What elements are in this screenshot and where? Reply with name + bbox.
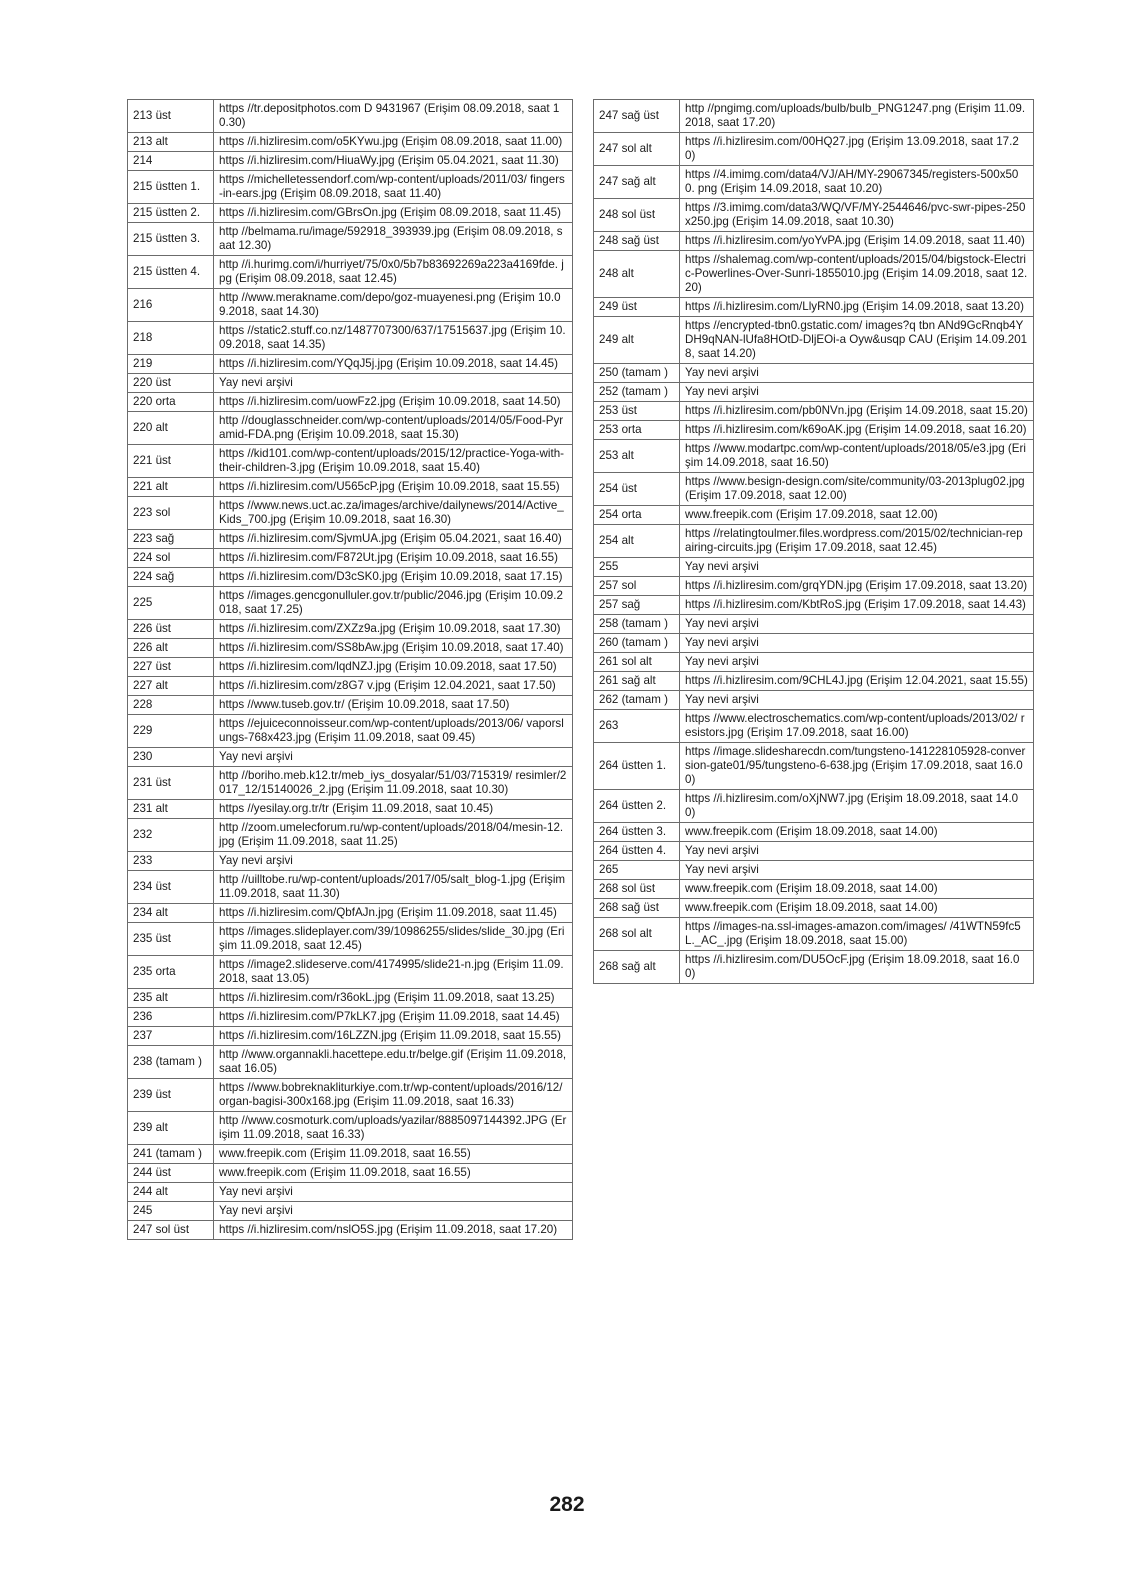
table-row bbox=[594, 364, 1034, 383]
source-cell: https //i.hizliresim.com/grqYDN.jpg (Erişim 17.09.2018, saat 13.20) bbox=[680, 577, 1034, 596]
source-cell: https //i.hizliresim.com/nslO5S.jpg (Erişim 11.09.2018, saat 17.20) bbox=[214, 1221, 573, 1240]
source-cell: Yay nevi arşivi bbox=[214, 374, 573, 393]
source-cell: https //i.hizliresim.com/ZXZz9a.jpg (Erişim 10.09.2018, saat 17.30) bbox=[214, 620, 573, 639]
source-cell: Yay nevi arşivi bbox=[214, 1202, 573, 1221]
table-row bbox=[128, 1027, 573, 1046]
table-row bbox=[128, 800, 573, 819]
source-cell: https //michelletessendorf.com/wp-content/uploads/2011/03/ fingers-in-ears.jpg (Erişim 08.09.2018, saat 11.40) bbox=[214, 171, 573, 204]
table-row bbox=[594, 634, 1034, 653]
page-location-cell: 253 üst bbox=[594, 402, 680, 421]
table-row bbox=[128, 658, 573, 677]
source-cell: https //i.hizliresim.com/HiuaWy.jpg (Erişim 05.04.2021, saat 11.30) bbox=[214, 152, 573, 171]
table-row bbox=[128, 256, 573, 289]
table-row bbox=[128, 355, 573, 374]
page-location-cell: 234 üst bbox=[128, 871, 214, 904]
table-row bbox=[594, 861, 1034, 880]
page-location-cell: 250 (tamam ) bbox=[594, 364, 680, 383]
table-row bbox=[128, 748, 573, 767]
source-cell: https //www.modartpc.com/wp-content/uploads/2018/05/e3.jpg (Erişim 14.09.2018, saat 16.50) bbox=[680, 440, 1034, 473]
page-location-cell: 244 alt bbox=[128, 1183, 214, 1202]
page-location-cell: 244 üst bbox=[128, 1164, 214, 1183]
page-location-cell: 238 (tamam ) bbox=[128, 1046, 214, 1079]
source-cell: https //encrypted-tbn0.gstatic.com/ images?q tbn ANd9GcRnqb4YDH9qNAN-lUfa8HOtD-DljEOi-a Oyw&usqp CAU (Erişim 14.09.2018, saat 14.20) bbox=[680, 317, 1034, 364]
page-location-cell: 263 bbox=[594, 710, 680, 743]
table-row bbox=[594, 672, 1034, 691]
page-location-cell: 229 bbox=[128, 715, 214, 748]
source-cell: https //4.imimg.com/data4/VJ/AH/MY-29067345/registers-500x500. png (Erişim 14.09.2018, saat 10.20) bbox=[680, 166, 1034, 199]
page-location-cell: 264 üstten 2. bbox=[594, 790, 680, 823]
table-row bbox=[594, 506, 1034, 525]
source-cell: Yay nevi arşivi bbox=[214, 748, 573, 767]
page-location-cell: 248 sağ üst bbox=[594, 232, 680, 251]
table-row bbox=[128, 393, 573, 412]
table-row bbox=[594, 166, 1034, 199]
source-cell: https //i.hizliresim.com/U565cP.jpg (Erişim 10.09.2018, saat 15.55) bbox=[214, 478, 573, 497]
page-location-cell: 235 alt bbox=[128, 989, 214, 1008]
source-cell: https //i.hizliresim.com/SS8bAw.jpg (Erişim 10.09.2018, saat 17.40) bbox=[214, 639, 573, 658]
table-row bbox=[594, 615, 1034, 634]
table-row bbox=[594, 880, 1034, 899]
source-cell: https //www.news.uct.ac.za/images/archive/dailynews/2014/Active_ Kids_700.jpg (Erişim 10.09.2018, saat 16.30) bbox=[214, 497, 573, 530]
table-row bbox=[128, 530, 573, 549]
page-location-cell: 265 bbox=[594, 861, 680, 880]
source-cell: http //douglasschneider.com/wp-content/uploads/2014/05/Food-Pyramid-FDA.png (Erişim 10.09.2018, saat 15.30) bbox=[214, 412, 573, 445]
source-cell: https //i.hizliresim.com/16LZZN.jpg (Erişim 11.09.2018, saat 15.55) bbox=[214, 1027, 573, 1046]
source-cell: https //i.hizliresim.com/9CHL4J.jpg (Erişim 12.04.2021, saat 15.55) bbox=[680, 672, 1034, 691]
source-cell: https //yesilay.org.tr/tr (Erişim 11.09.2018, saat 10.45) bbox=[214, 800, 573, 819]
source-cell: https //i.hizliresim.com/P7kLK7.jpg (Erişim 11.09.2018, saat 14.45) bbox=[214, 1008, 573, 1027]
source-cell: http //pngimg.com/uploads/bulb/bulb_PNG1247.png (Erişim 11.09.2018, saat 17.20) bbox=[680, 100, 1034, 133]
source-cell: https //ejuiceconnoisseur.com/wp-content/uploads/2013/06/ vaporslungs-768x423.jpg (Erişim 11.09.2018, saat 09.45) bbox=[214, 715, 573, 748]
page-location-cell: 268 sağ üst bbox=[594, 899, 680, 918]
table-row bbox=[594, 951, 1034, 984]
table-row bbox=[128, 549, 573, 568]
page-location-cell: 253 orta bbox=[594, 421, 680, 440]
source-cell: https //images-na.ssl-images-amazon.com/images/ /41WTN59fc5L._AC_.jpg (Erişim 18.09.2018, saat 15.00) bbox=[680, 918, 1034, 951]
table-row bbox=[594, 421, 1034, 440]
page-location-cell: 227 üst bbox=[128, 658, 214, 677]
source-cell: Yay nevi arşivi bbox=[680, 691, 1034, 710]
source-cell: Yay nevi arşivi bbox=[680, 653, 1034, 672]
table-row bbox=[128, 620, 573, 639]
page-location-cell: 239 alt bbox=[128, 1112, 214, 1145]
table-row bbox=[128, 497, 573, 530]
table-row bbox=[128, 152, 573, 171]
page-location-cell: 235 üst bbox=[128, 923, 214, 956]
page-location-cell: 264 üstten 3. bbox=[594, 823, 680, 842]
table-row bbox=[594, 232, 1034, 251]
source-cell: https //static2.stuff.co.nz/1487707300/637/17515637.jpg (Erişim 10.09.2018, saat 14.35) bbox=[214, 322, 573, 355]
source-cell: www.freepik.com (Erişim 18.09.2018, saat 14.00) bbox=[680, 823, 1034, 842]
table-row bbox=[128, 956, 573, 989]
source-cell: http //boriho.meb.k12.tr/meb_iys_dosyalar/51/03/715319/ resimler/2017_12/15140026_2.jpg (Erişim 11.09.2018, saat 10.30) bbox=[214, 767, 573, 800]
page-number: 282 bbox=[549, 1493, 585, 1516]
source-cell: Yay nevi arşivi bbox=[680, 383, 1034, 402]
table-row bbox=[594, 251, 1034, 298]
page-location-cell: 268 sol üst bbox=[594, 880, 680, 899]
page-location-cell: 245 bbox=[128, 1202, 214, 1221]
table-row bbox=[128, 923, 573, 956]
table-row bbox=[128, 639, 573, 658]
source-cell: https //www.electroschematics.com/wp-content/uploads/2013/02/ resistors.jpg (Erişim 17.09.2018, saat 16.00) bbox=[680, 710, 1034, 743]
table-row bbox=[128, 374, 573, 393]
page-location-cell: 239 üst bbox=[128, 1079, 214, 1112]
table-row bbox=[128, 819, 573, 852]
page-location-cell: 221 alt bbox=[128, 478, 214, 497]
left-source-table bbox=[127, 99, 573, 1240]
page-location-cell: 220 orta bbox=[128, 393, 214, 412]
page-location-cell: 254 orta bbox=[594, 506, 680, 525]
page-location-cell: 258 (tamam ) bbox=[594, 615, 680, 634]
source-cell: https //kid101.com/wp-content/uploads/2015/12/practice-Yoga-with-their-children-3.jpg (Erişim 10.09.2018, saat 15.40) bbox=[214, 445, 573, 478]
page-location-cell: 231 alt bbox=[128, 800, 214, 819]
table-row bbox=[128, 677, 573, 696]
table-row bbox=[594, 577, 1034, 596]
page-location-cell: 224 sağ bbox=[128, 568, 214, 587]
source-cell: https //i.hizliresim.com/pb0NVn.jpg (Erişim 14.09.2018, saat 15.20) bbox=[680, 402, 1034, 421]
page-location-cell: 223 sağ bbox=[128, 530, 214, 549]
source-cell: https //i.hizliresim.com/SjvmUA.jpg (Erişim 05.04.2021, saat 16.40) bbox=[214, 530, 573, 549]
table-row bbox=[594, 317, 1034, 364]
source-cell: https //www.besign-design.com/site/community/03-2013plug02.jpg (Erişim 17.09.2018, saat 12.00) bbox=[680, 473, 1034, 506]
page-location-cell: 257 sağ bbox=[594, 596, 680, 615]
page-location-cell: 257 sol bbox=[594, 577, 680, 596]
page-location-cell: 226 üst bbox=[128, 620, 214, 639]
page-location-cell: 268 sol alt bbox=[594, 918, 680, 951]
source-cell: https //i.hizliresim.com/lqdNZJ.jpg (Erişim 10.09.2018, saat 17.50) bbox=[214, 658, 573, 677]
page-location-cell: 261 sağ alt bbox=[594, 672, 680, 691]
source-cell: Yay nevi arşivi bbox=[680, 558, 1034, 577]
source-cell: http //www.cosmoturk.com/uploads/yazilar/8885097144392.JPG (Erişim 11.09.2018, saat 16.33) bbox=[214, 1112, 573, 1145]
page-location-cell: 215 üstten 3. bbox=[128, 223, 214, 256]
page-location-cell: 260 (tamam ) bbox=[594, 634, 680, 653]
source-cell: https //www.bobreknakliturkiye.com.tr/wp-content/uploads/2016/12/ organ-bagisi-300x168.jpg (Erişim 11.09.2018, saat 16.33) bbox=[214, 1079, 573, 1112]
page-location-cell: 216 bbox=[128, 289, 214, 322]
page-location-cell: 249 üst bbox=[594, 298, 680, 317]
source-cell: http //uilltobe.ru/wp-content/uploads/2017/05/salt_blog-1.jpg (Erişim 11.09.2018, saat 11.30) bbox=[214, 871, 573, 904]
table-row bbox=[594, 842, 1034, 861]
left-table-body bbox=[128, 100, 573, 1240]
table-row bbox=[594, 558, 1034, 577]
page-location-cell: 227 alt bbox=[128, 677, 214, 696]
page-location-cell: 220 üst bbox=[128, 374, 214, 393]
page-location-cell: 225 bbox=[128, 587, 214, 620]
table-row bbox=[128, 715, 573, 748]
page-location-cell: 261 sol alt bbox=[594, 653, 680, 672]
page-location-cell: 241 (tamam ) bbox=[128, 1145, 214, 1164]
page-location-cell: 247 sağ alt bbox=[594, 166, 680, 199]
source-cell: https //shalemag.com/wp-content/uploads/2015/04/bigstock-Electric-Powerlines-Over-Sunri-1855010.jpg (Erişim 14.09.2018, saat 12.20) bbox=[680, 251, 1034, 298]
source-cell: https //i.hizliresim.com/QbfAJn.jpg (Erişim 11.09.2018, saat 11.45) bbox=[214, 904, 573, 923]
page-location-cell: 231 üst bbox=[128, 767, 214, 800]
page-location-cell: 235 orta bbox=[128, 956, 214, 989]
table-row bbox=[594, 133, 1034, 166]
table-row bbox=[128, 289, 573, 322]
source-cell: www.freepik.com (Erişim 18.09.2018, saat 14.00) bbox=[680, 880, 1034, 899]
source-cell: http //i.hurimg.com/i/hurriyet/75/0x0/5b7b83692269a223a4169fde. jpg (Erişim 08.09.2018, saat 12.45) bbox=[214, 256, 573, 289]
source-cell: Yay nevi arşivi bbox=[680, 842, 1034, 861]
table-row bbox=[594, 710, 1034, 743]
table-row bbox=[594, 402, 1034, 421]
source-cell: https //i.hizliresim.com/z8G7 v.jpg (Erişim 12.04.2021, saat 17.50) bbox=[214, 677, 573, 696]
page-location-cell: 230 bbox=[128, 748, 214, 767]
page-location-cell: 215 üstten 1. bbox=[128, 171, 214, 204]
source-cell: www.freepik.com (Erişim 17.09.2018, saat 12.00) bbox=[680, 506, 1034, 525]
source-cell: https //i.hizliresim.com/DU5OcF.jpg (Erişim 18.09.2018, saat 16.00) bbox=[680, 951, 1034, 984]
source-cell: Yay nevi arşivi bbox=[214, 852, 573, 871]
source-cell: Yay nevi arşivi bbox=[680, 615, 1034, 634]
page-location-cell: 219 bbox=[128, 355, 214, 374]
source-cell: Yay nevi arşivi bbox=[680, 861, 1034, 880]
source-cell: https //images.gencgonulluler.gov.tr/public/2046.jpg (Erişim 10.09.2018, saat 17.25) bbox=[214, 587, 573, 620]
page-location-cell: 262 (tamam ) bbox=[594, 691, 680, 710]
page-location-cell: 247 sol alt bbox=[594, 133, 680, 166]
page-location-cell: 213 üst bbox=[128, 100, 214, 133]
table-row bbox=[128, 1183, 573, 1202]
source-cell: https //i.hizliresim.com/k69oAK.jpg (Erişim 14.09.2018, saat 16.20) bbox=[680, 421, 1034, 440]
source-cell: https //image2.slideserve.com/4174995/slide21-n.jpg (Erişim 11.09.2018, saat 13.05) bbox=[214, 956, 573, 989]
source-cell: https //i.hizliresim.com/oXjNW7.jpg (Erişim 18.09.2018, saat 14.00) bbox=[680, 790, 1034, 823]
page-location-cell: 264 üstten 4. bbox=[594, 842, 680, 861]
table-row bbox=[128, 223, 573, 256]
table-row bbox=[594, 100, 1034, 133]
table-row bbox=[594, 899, 1034, 918]
source-cell: https //i.hizliresim.com/KbtRoS.jpg (Erişim 17.09.2018, saat 14.43) bbox=[680, 596, 1034, 615]
table-row bbox=[128, 171, 573, 204]
table-row bbox=[128, 445, 573, 478]
page-location-cell: 254 üst bbox=[594, 473, 680, 506]
table-row bbox=[128, 133, 573, 152]
source-cell: http //belmama.ru/image/592918_393939.jpg (Erişim 08.09.2018, saat 12.30) bbox=[214, 223, 573, 256]
page-location-cell: 228 bbox=[128, 696, 214, 715]
table-row bbox=[128, 1046, 573, 1079]
page-location-cell: 236 bbox=[128, 1008, 214, 1027]
table-row bbox=[594, 691, 1034, 710]
table-row bbox=[128, 100, 573, 133]
source-cell: https //i.hizliresim.com/GBrsOn.jpg (Erişim 08.09.2018, saat 11.45) bbox=[214, 204, 573, 223]
table-row bbox=[128, 989, 573, 1008]
page-location-cell: 253 alt bbox=[594, 440, 680, 473]
source-cell: https //i.hizliresim.com/r36okL.jpg (Erişim 11.09.2018, saat 13.25) bbox=[214, 989, 573, 1008]
page-location-cell: 221 üst bbox=[128, 445, 214, 478]
source-cell: http //www.merakname.com/depo/goz-muayenesi.png (Erişim 10.09.2018, saat 14.30) bbox=[214, 289, 573, 322]
source-cell: https //www.tuseb.gov.tr/ (Erişim 10.09.2018, saat 17.50) bbox=[214, 696, 573, 715]
page-location-cell: 247 sol üst bbox=[128, 1221, 214, 1240]
table-row bbox=[594, 823, 1034, 842]
source-cell: https //i.hizliresim.com/uowFz2.jpg (Erişim 10.09.2018, saat 14.50) bbox=[214, 393, 573, 412]
page-location-cell: 214 bbox=[128, 152, 214, 171]
table-row bbox=[128, 568, 573, 587]
source-cell: https //i.hizliresim.com/YQqJ5j.jpg (Erişim 10.09.2018, saat 14.45) bbox=[214, 355, 573, 374]
right-source-table bbox=[593, 99, 1034, 984]
table-row bbox=[594, 383, 1034, 402]
table-row bbox=[594, 918, 1034, 951]
table-row bbox=[594, 473, 1034, 506]
page-location-cell: 268 sağ alt bbox=[594, 951, 680, 984]
table-row bbox=[128, 1112, 573, 1145]
source-cell: https //i.hizliresim.com/o5KYwu.jpg (Erişim 08.09.2018, saat 11.00) bbox=[214, 133, 573, 152]
right-table-body bbox=[594, 100, 1034, 984]
source-cell: https //image.slidesharecdn.com/tungsteno-141228105928-conversion-gate01/95/tungsteno-6-638.jpg (Erişim 17.09.2018, saat 16.00) bbox=[680, 743, 1034, 790]
page-location-cell: 224 sol bbox=[128, 549, 214, 568]
source-cell: https //i.hizliresim.com/D3cSK0.jpg (Erişim 10.09.2018, saat 17.15) bbox=[214, 568, 573, 587]
source-cell: Yay nevi arşivi bbox=[680, 364, 1034, 383]
page-location-cell: 223 sol bbox=[128, 497, 214, 530]
table-row bbox=[128, 852, 573, 871]
page-location-cell: 248 alt bbox=[594, 251, 680, 298]
table-row bbox=[128, 322, 573, 355]
table-row bbox=[128, 478, 573, 497]
table-row bbox=[594, 440, 1034, 473]
table-row bbox=[128, 871, 573, 904]
table-row bbox=[594, 298, 1034, 317]
source-cell: http //www.organnakli.hacettepe.edu.tr/belge.gif (Erişim 11.09.2018, saat 16.05) bbox=[214, 1046, 573, 1079]
page-location-cell: 254 alt bbox=[594, 525, 680, 558]
page-location-cell: 213 alt bbox=[128, 133, 214, 152]
page-location-cell: 255 bbox=[594, 558, 680, 577]
table-row bbox=[128, 904, 573, 923]
source-cell: www.freepik.com (Erişim 11.09.2018, saat 16.55) bbox=[214, 1164, 573, 1183]
table-row bbox=[128, 1164, 573, 1183]
table-row bbox=[128, 1221, 573, 1240]
page-location-cell: 248 sol üst bbox=[594, 199, 680, 232]
source-cell: https //tr.depositphotos.com D 9431967 (Erişim 08.09.2018, saat 10.30) bbox=[214, 100, 573, 133]
page-location-cell: 237 bbox=[128, 1027, 214, 1046]
table-row bbox=[128, 587, 573, 620]
table-row bbox=[128, 767, 573, 800]
page-location-cell: 232 bbox=[128, 819, 214, 852]
page-location-cell: 264 üstten 1. bbox=[594, 743, 680, 790]
source-cell: www.freepik.com (Erişim 18.09.2018, saat 14.00) bbox=[680, 899, 1034, 918]
source-cell: Yay nevi arşivi bbox=[680, 634, 1034, 653]
table-row bbox=[128, 204, 573, 223]
page-location-cell: 249 alt bbox=[594, 317, 680, 364]
table-row bbox=[594, 199, 1034, 232]
table-row bbox=[594, 525, 1034, 558]
page-location-cell: 252 (tamam ) bbox=[594, 383, 680, 402]
source-cell: https //i.hizliresim.com/F872Ut.jpg (Erişim 10.09.2018, saat 16.55) bbox=[214, 549, 573, 568]
source-cell: https //i.hizliresim.com/00HQ27.jpg (Erişim 13.09.2018, saat 17.20) bbox=[680, 133, 1034, 166]
source-cell: https //relatingtoulmer.files.wordpress.com/2015/02/technician-repairing-circuits.jpg (Erişim 17.09.2018, saat 12.45) bbox=[680, 525, 1034, 558]
table-row bbox=[128, 1079, 573, 1112]
table-row bbox=[128, 696, 573, 715]
table-row bbox=[128, 412, 573, 445]
page-location-cell: 215 üstten 4. bbox=[128, 256, 214, 289]
page-location-cell: 226 alt bbox=[128, 639, 214, 658]
source-cell: https //i.hizliresim.com/yoYvPA.jpg (Erişim 14.09.2018, saat 11.40) bbox=[680, 232, 1034, 251]
source-cell: https //i.hizliresim.com/LlyRN0.jpg (Erişim 14.09.2018, saat 13.20) bbox=[680, 298, 1034, 317]
table-row bbox=[594, 596, 1034, 615]
page-location-cell: 247 sağ üst bbox=[594, 100, 680, 133]
page-location-cell: 220 alt bbox=[128, 412, 214, 445]
page-location-cell: 218 bbox=[128, 322, 214, 355]
table-row bbox=[594, 653, 1034, 672]
source-cell: https //3.imimg.com/data3/WQ/VF/MY-2544646/pvc-swr-pipes-250x250.jpg (Erişim 14.09.2018, saat 10.30) bbox=[680, 199, 1034, 232]
table-row bbox=[128, 1008, 573, 1027]
table-row bbox=[128, 1145, 573, 1164]
source-cell: www.freepik.com (Erişim 11.09.2018, saat 16.55) bbox=[214, 1145, 573, 1164]
table-row bbox=[128, 1202, 573, 1221]
table-row bbox=[594, 790, 1034, 823]
page-location-cell: 215 üstten 2. bbox=[128, 204, 214, 223]
source-cell: http //zoom.umelecforum.ru/wp-content/uploads/2018/04/mesin-12. jpg (Erişim 11.09.2018, saat 11.25) bbox=[214, 819, 573, 852]
source-cell: https //images.slideplayer.com/39/10986255/slides/slide_30.jpg (Erişim 11.09.2018, saat 12.45) bbox=[214, 923, 573, 956]
page-location-cell: 233 bbox=[128, 852, 214, 871]
source-cell: Yay nevi arşivi bbox=[214, 1183, 573, 1202]
table-row bbox=[594, 743, 1034, 790]
page-location-cell: 234 alt bbox=[128, 904, 214, 923]
